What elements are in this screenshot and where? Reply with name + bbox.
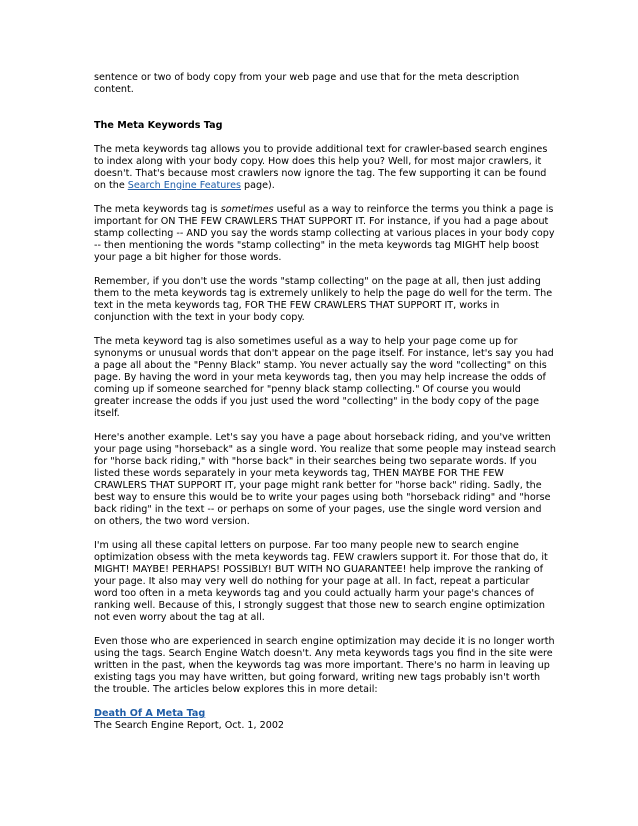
paragraph-2-text-b: useful as a way to reinforce the terms you think a page is important for ON THE FEW CRAWLERS THAT SUPPORT IT. For instance, if you had a page about stamp collecting -- AND you say the words stamp collecting at various places in your body copy -- then mentioning the words "stamp collecting" in the meta keywords tag MIGHT help boost your page a bit higher for those words. [94, 204, 555, 263]
article-source: The Search Engine Report, Oct. 1, 2002 [94, 720, 285, 731]
paragraph-1-text-a: The meta keywords tag allows you to provide additional text for crawler-based search engines to index along with your body copy. How does this help you? Well, for most major crawlers, it doesn't. That's because most crawlers now ignore the tag. The few supporting it can be found on the [94, 144, 548, 191]
paragraph-1-text-b: page). [241, 180, 275, 191]
search-engine-features-link[interactable]: Search Engine Features [127, 180, 241, 191]
paragraph-2-emphasis: sometimes [220, 204, 274, 215]
death-of-a-meta-tag-link[interactable]: Death Of A Meta Tag [94, 708, 206, 719]
paragraph-2 [94, 204, 556, 264]
paragraph-1 [94, 144, 556, 192]
article-reference [94, 708, 556, 732]
paragraph-5: Here's another example. Let's say you have a page about horseback riding, and you've written your page using "horseback" as a single word. You realize that some people may instead search for "horse back riding," with "horse back" in their searches being two separate words. If you listed these words separately in your meta keywords tag, THEN MAYBE FOR THE FEW CRAWLERS THAT SUPPORT IT, your page might rank better for "horse back" riding. Sadly, the best way to ensure this would be to write your pages using both "horseback riding" and "horse back riding" in the text -- or perhaps on some of your pages, use the single word version and on others, the two word version. [94, 432, 556, 527]
document-body [94, 72, 556, 732]
paragraph-2-text-a: The meta keywords tag is [94, 204, 221, 215]
intro-continuation: sentence or two of body copy from your web page and use that for the meta description content. [94, 72, 520, 95]
paragraph-4: The meta keyword tag is also sometimes useful as a way to help your page come up for synonyms or unusual words that don't appear on the page itself. For instance, let's say you had a page all about the "Penny Black" stamp. You never actually say the word "collecting" on this page. By having the word in your meta keywords tag, then you may help increase the odds of coming up if someone searched for "penny black stamp collecting." Of course you would greater increase the odds if you just used the word "collecting" in the body copy of the page itself. [94, 336, 554, 419]
paragraph-6: I'm using all these capital letters on purpose. Far too many people new to search engine optimization obsess with the meta keywords tag. FEW crawlers support it. For those that do, it MIGHT! MAYBE! PERHAPS! POSSIBLY! BUT WITH NO GUARANTEE! help improve the ranking of your page. It also may very well do nothing for your page at all. In fact, repeat a particular word too often in a meta keywords tag and you could actually harm your page's chances of ranking well. Because of this, I strongly suggest that those new to search engine optimization not even worry about the tag at all. [94, 540, 548, 623]
paragraph-3: Remember, if you don't use the words "stamp collecting" on the page at all, then just adding them to the meta keywords tag is extremely unlikely to help the page do well for the term. The text in the meta keywords tag, FOR THE FEW CRAWLERS THAT SUPPORT IT, works in conjunction with the text in your body copy. [94, 276, 553, 323]
section-heading: The Meta Keywords Tag [94, 120, 223, 131]
paragraph-7: Even those who are experienced in search engine optimization may decide it is no longer worth using the tags. Search Engine Watch doesn't. Any meta keywords tags you find in the site were written in the past, when the keywords tag was more important. There's no harm in leaving up existing tags you may have written, but going forward, writing new tags probably isn't worth the trouble. The articles below explores this in more detail: [94, 636, 555, 695]
